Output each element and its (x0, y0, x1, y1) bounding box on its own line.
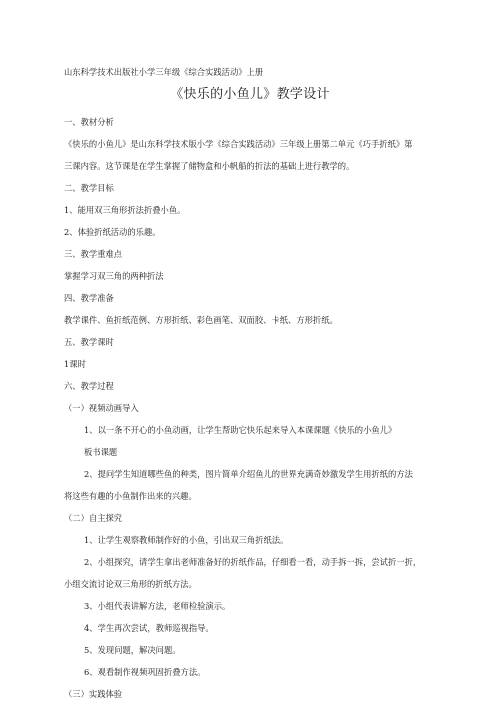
paragraph-line: 小组交流讨论双三角形的折纸方法。 (64, 579, 197, 589)
document-header: 山东科学技术出版社小学三年级《综合实践活动》上册 (64, 67, 264, 77)
section-heading-class-hours: 五、教学课时 (64, 337, 114, 347)
section-heading-key-points: 三、教学重难点 (64, 249, 123, 259)
paragraph-line: 板书课题 (84, 447, 118, 457)
list-item: 5、发现问题，解决问题。 (84, 645, 181, 655)
subsection-heading: （二）自主探究 (64, 513, 123, 523)
paragraph-line: 教学课件、鱼折纸范例、方形折纸、彩色画笔、双面胶、卡纸、方形折纸。 (64, 315, 338, 325)
list-item: 2、小组探究，请学生拿出老师准备好的折纸作品，仔细看一看，动手拆一拆，尝试折一折， (84, 557, 422, 567)
section-heading-teaching-process: 六、教学过程 (64, 381, 114, 391)
document-title: 《快乐的小鱼儿》教学设计 (170, 87, 330, 102)
paragraph-line: 三课内容。这节课是在学生掌握了储物盒和小帆船的折法的基础上进行教学的。 (64, 161, 355, 171)
list-item: 2、体验折纸活动的乐趣。 (64, 227, 161, 237)
paragraph-line: 《快乐的小鱼儿》是山东科学技术版小学《综合实践活动》三年级上册第二单元《巧手折纸》第 (64, 139, 413, 149)
list-item: 1、让学生观察教师制作好的小鱼，引出双三角折纸法。 (84, 535, 289, 545)
subsection-heading: （一）视频动画导入 (64, 403, 139, 413)
paragraph-line: 将这些有趣的小鱼制作出来的兴趣。 (64, 491, 197, 501)
list-item: 2、提问学生知道哪些鱼的种类，图片简单介绍鱼儿的世界充满奇妙激发学生用折纸的方法 (84, 469, 413, 479)
list-item: 3、小组代表讲解方法，老师检验演示。 (84, 601, 231, 611)
section-heading-textbook-analysis: 一、教材分析 (64, 117, 114, 127)
list-item: 4、学生再次尝试，教师巡视指导。 (84, 623, 214, 633)
section-heading-teaching-goals: 二、教学目标 (64, 183, 114, 193)
list-item: 1、能用双三角形折法折叠小鱼。 (64, 205, 186, 215)
list-item: 1、以一条不开心的小鱼动画，让学生帮助它快乐起来导入本课课题《快乐的小鱼儿》 (84, 425, 397, 435)
paragraph-line: 1课时 (64, 359, 86, 369)
paragraph-line: 掌握学习双三角的两种折法 (64, 271, 164, 281)
subsection-heading: （三）实践体验 (64, 689, 123, 699)
list-item: 6、观看制作视频巩固折叠方法。 (84, 667, 206, 677)
section-heading-preparation: 四、教学准备 (64, 293, 114, 303)
